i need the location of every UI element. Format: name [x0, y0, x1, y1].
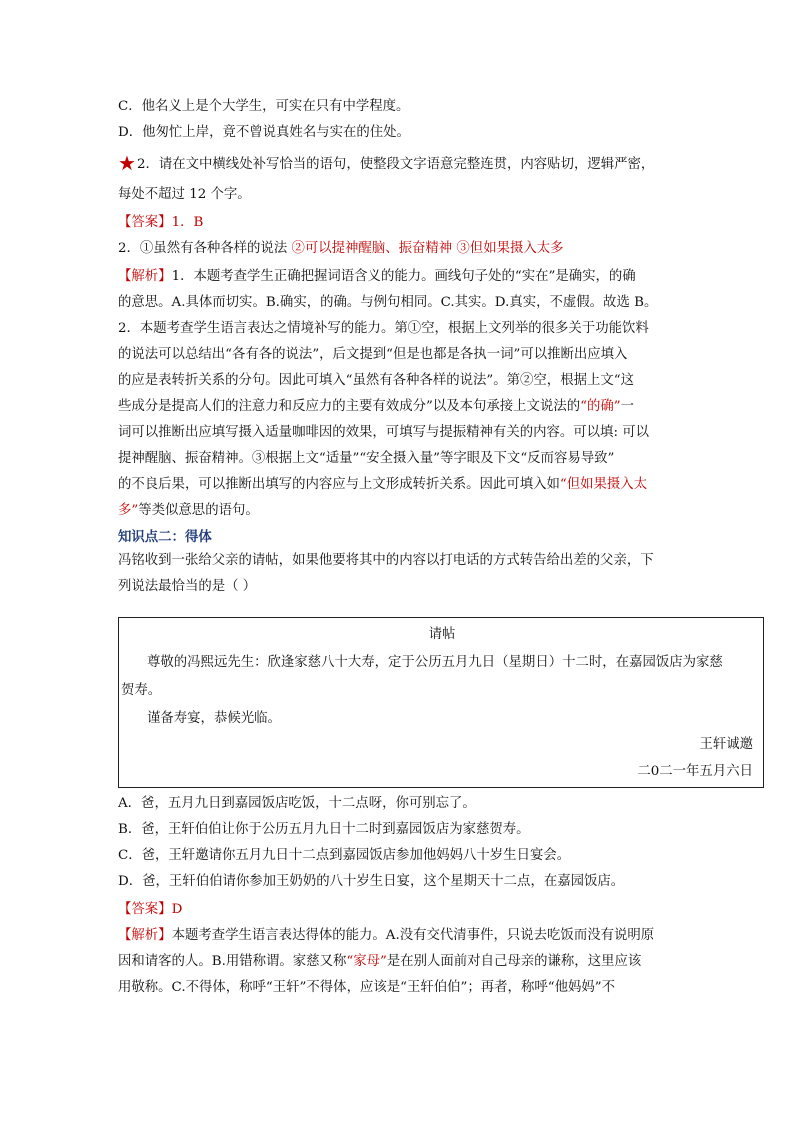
highlight-text: “家母”	[346, 954, 387, 969]
answer-blank-1: 2．①虽然有各种各样的说法	[118, 241, 288, 256]
q2-option-a: A．爸，五月九日到嘉园饭店吃饭，十二点呀，你可别忘了。	[118, 796, 476, 811]
answer-text: D	[171, 902, 183, 917]
invitation-box	[118, 617, 764, 788]
analysis-text: 是在别人面前对自己母亲的谦称，这里应该	[386, 954, 642, 969]
q2-option-b: B．爸，王轩伯伯让你于公历五月九日十二时到嘉园饭店为家慈贺寿。	[118, 822, 530, 837]
answer-blank-2-3: ②可以提神醒脑、振奋精神 ③但如果摄入太多	[287, 241, 564, 256]
answer-tag: 【答案】	[118, 902, 172, 917]
analysis-1-line-2: 的意思。A.具体而切实。B.确实，的确。与例句相同。C.其实。D.真实，不虚假。故选 B。	[118, 295, 658, 310]
analysis-tag: 【解析】	[118, 269, 172, 284]
analysis-2-line-2	[118, 953, 641, 971]
analysis-text: 些成分是提高人们的注意力和反应力的主要有效成分”以及本句承接上文说法的	[118, 399, 581, 414]
analysis-text: 因和请客的人。B.用错称谓。家慈又称	[118, 954, 347, 969]
section-heading: 知识点二：得体	[118, 529, 212, 545]
analysis-2-line-1	[118, 927, 654, 945]
section-question-line-2: 列说法最恰当的是（ ）	[118, 579, 257, 594]
highlight-text: 多”	[118, 503, 139, 518]
analysis-1-line-10	[118, 502, 259, 520]
analysis-text: 等类似意思的语句。	[138, 503, 259, 518]
analysis-1-line-4: 的说法可以总结出“各有各的说法”，后文提到“但是也都是各执一词”可以推断出应填入	[118, 347, 628, 362]
highlight-text: “的确”	[580, 399, 621, 414]
invitation-signature: 王轩诚邀	[699, 737, 753, 752]
answer-1-line-2	[118, 240, 564, 258]
invitation-body-2: 贺寿。	[121, 683, 162, 698]
analysis-1-line-7: 词可以推断出应填写摄入适量咖啡因的效果，可填写与提振精神有关的内容。可以填: 可以	[118, 425, 649, 440]
q1-option-c: C．他名义上是个大学生，可实在只有中学程度。	[118, 99, 410, 114]
analysis-1-line-5: 的应是表转折关系的分句。因此可填入“虽然有各种各样的说法”。第②空，根据上文“这	[118, 373, 634, 388]
q2-option-d: D．爸，王轩伯伯请你参加王奶奶的八十岁生日宴，这个星期天十二点，在嘉园饭店。	[118, 874, 625, 889]
answer-tag: 【答案】	[118, 215, 172, 230]
answer-2	[118, 901, 182, 919]
highlight-text: “但如果摄入太	[559, 477, 648, 492]
invitation-title: 请帖	[428, 627, 456, 642]
analysis-text: 的不良后果，可以推断出填写的内容应与上文形成转折关系。因此可填入如	[118, 477, 560, 492]
q2-text-1: 2．请在文中横线处补写恰当的语句，使整段文字语意完整连贯，内容贴切，逻辑严密，	[136, 157, 655, 172]
analysis-tag: 【解析】	[118, 928, 172, 943]
invitation-date: 二0二一年五月六日	[637, 764, 753, 779]
q1-option-d: D．他匆忙上岸，竟不曾说真姓名与实在的住处。	[118, 125, 410, 140]
q2-option-c: C．爸，王轩邀请你五月九日十二点到嘉园饭店参加他妈妈八十岁生日宴会。	[118, 848, 571, 863]
analysis-1-line-3: 2．本题考查学生语言表达之情境补写的能力。第①空，根据上文列举的很多关于功能饮料	[118, 321, 649, 336]
analysis-text: 1．本题考查学生正确把握词语含义的能力。画线句子处的“实在”是确实，的确	[171, 269, 636, 284]
analysis-text: 本题考查学生语言表达得体的能力。A.没有交代清事件，只说去吃饭而没有说明原	[171, 928, 655, 943]
analysis-1-line-8: 提神醒脑、振奋精神。③根据上文“适量”“安全摄入量”等字眼及下文“反而容易导致”	[118, 451, 615, 466]
answer-text: 1．B	[171, 215, 204, 230]
q2-line-1	[118, 152, 654, 174]
star-icon: ★	[118, 151, 136, 175]
section-question-line-1: 冯铭收到一张给父亲的请帖，如果他要将其中的内容以打电话的方式转告给出差的父亲，下	[118, 553, 654, 568]
analysis-1-line-6	[118, 398, 634, 416]
analysis-text: 一	[620, 399, 634, 414]
analysis-1-line-9	[118, 476, 647, 494]
answer-1	[118, 214, 203, 232]
analysis-1-line-1	[118, 268, 636, 286]
invitation-body-1: 尊敬的冯熙远先生：欣逢家慈八十大寿，定于公历五月九日（星期日）十二时，在嘉园饭店为家慈	[147, 655, 723, 670]
q2-line-2: 每处不超过 12 个字。	[118, 187, 251, 202]
analysis-2-line-3: 用敬称。C.不得体，称呼“王轩”不得体，应该是“王轩伯伯”；再者，称呼“他妈妈”不	[118, 980, 615, 995]
invitation-body-3: 谨备寿宴，恭候光临。	[147, 711, 281, 726]
